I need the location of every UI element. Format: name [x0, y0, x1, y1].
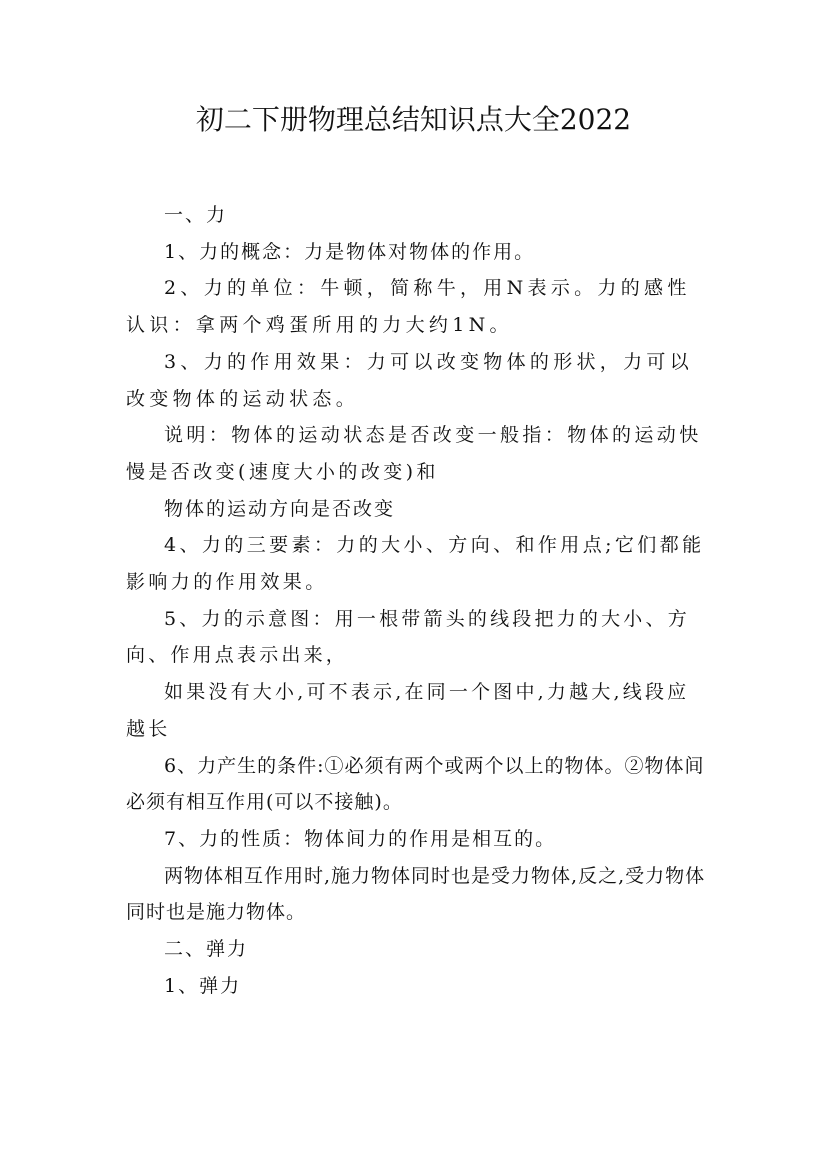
- paragraph: 说明：物体的运动状态是否改变一般指：物体的运动快慢是否改变(速度大小的改变)和: [126, 424, 702, 483]
- paragraph: 5、力的示意图：用一根带箭头的线段把力的大小、方向、作用点表示出来，: [126, 607, 690, 667]
- paragraph: 4、力的三要素：力的大小、方向、和作用点;它们都能影响力的作用效果。: [126, 534, 705, 594]
- section-heading: 一、力: [164, 204, 228, 226]
- paragraph: 两物体相互作用时,施力物体同时也是受力物体,反之,受力物体同时也是施力物体。: [126, 864, 706, 924]
- document-body: [126, 197, 706, 1004]
- paragraph: 3、力的作用效果：力可以改变物体的形状，力可以改变物体的运动状态。: [126, 350, 693, 410]
- paragraph: 7、力的性质：物体间力的作用是相互的。: [164, 827, 557, 850]
- paragraph: 物体的运动方向是否改变: [164, 497, 396, 520]
- section-heading: 二、弹力: [164, 938, 249, 961]
- paragraph: 1、弹力: [164, 974, 242, 997]
- paragraph: 6、力产生的条件:①必须有两个或两个以上的物体。②物体间必须有相互作用(可以不接触)。: [126, 754, 705, 814]
- paragraph: 1、力的概念：力是物体对物体的作用。: [164, 240, 536, 263]
- paragraph: 2、力的单位：牛顿，简称牛，用N表示。力的感性认识：拿两个鸡蛋所用的力大约1N。: [126, 277, 691, 337]
- page-title: 初二下册物理总结知识点大全2022: [195, 103, 632, 136]
- paragraph: 如果没有大小,可不表示,在同一个图中,力越大,线段应越长: [126, 681, 690, 740]
